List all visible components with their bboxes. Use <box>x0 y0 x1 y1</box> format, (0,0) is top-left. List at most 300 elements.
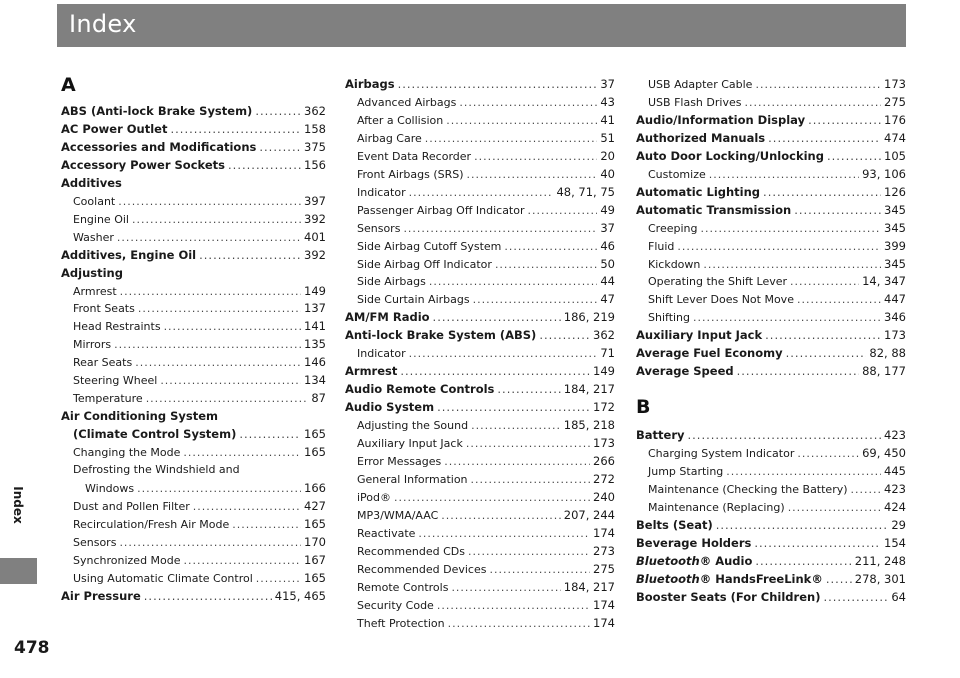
dot-leader <box>437 599 590 613</box>
index-subentry[interactable] <box>61 535 326 550</box>
index-entry <box>61 409 326 423</box>
entry-pages[interactable]: 69, 450 <box>862 446 906 461</box>
index-subentry[interactable] <box>345 562 615 577</box>
entry-pages[interactable]: 266 <box>593 453 615 468</box>
dot-leader <box>170 122 301 136</box>
entry-pages[interactable]: 146 <box>304 355 326 370</box>
index-subentry[interactable] <box>345 221 615 236</box>
index-subentry[interactable] <box>345 508 615 523</box>
index-subentry[interactable] <box>345 616 615 631</box>
index-subentry[interactable] <box>345 113 615 128</box>
index-entry[interactable] <box>61 122 326 136</box>
entry-pages[interactable]: 345 <box>884 256 906 271</box>
entry-pages[interactable]: 397 <box>304 193 326 208</box>
entry-label: AM/FM Radio <box>345 310 430 325</box>
entry-pages[interactable]: 48, 71, 75 <box>556 184 615 199</box>
entry-pages[interactable]: 165 <box>304 570 326 585</box>
entry-pages[interactable]: 275 <box>593 561 615 576</box>
entry-pages[interactable]: 105 <box>884 148 906 163</box>
dot-leader <box>788 501 881 515</box>
index-entry[interactable] <box>636 185 906 199</box>
entry-pages[interactable]: 154 <box>884 535 906 550</box>
entry-label: Booster Seats (For Children) <box>636 589 821 604</box>
index-subentry[interactable] <box>636 221 906 236</box>
index-entry <box>61 266 326 280</box>
index-subentry[interactable] <box>61 355 326 370</box>
dot-leader <box>425 132 598 146</box>
index-entry[interactable] <box>636 554 906 568</box>
entry-pages[interactable]: 88, 177 <box>862 364 906 379</box>
index-entry[interactable] <box>636 113 906 127</box>
dot-leader <box>137 482 301 496</box>
dot-leader <box>403 222 597 236</box>
dot-leader <box>429 275 598 289</box>
index-subentry[interactable] <box>61 230 326 245</box>
entry-label: Advanced Airbags <box>357 95 457 109</box>
entry-pages[interactable]: 345 <box>884 220 906 235</box>
entry-pages[interactable]: 126 <box>884 184 906 199</box>
dot-leader <box>827 149 881 163</box>
entry-pages[interactable]: 185, 218 <box>563 418 615 433</box>
entry-pages[interactable]: 165 <box>304 516 326 531</box>
entry-label: Using Automatic Climate Control <box>73 571 253 585</box>
entry-pages[interactable]: 135 <box>304 337 326 352</box>
entry-label: AC Power Outlet <box>61 121 168 136</box>
entry-label: Creeping <box>648 221 698 235</box>
index-entry[interactable] <box>61 427 326 441</box>
entry-pages[interactable]: 184, 217 <box>563 579 615 594</box>
entry-label: ABS (Anti-lock Brake System) <box>61 104 253 118</box>
entry-pages[interactable]: 141 <box>304 319 326 334</box>
entry-label: Front Airbags (SRS) <box>357 167 464 181</box>
dot-leader <box>138 302 301 316</box>
entry-label: Recommended Devices <box>357 562 487 576</box>
index-subentry[interactable] <box>636 464 906 479</box>
dot-leader <box>409 186 554 200</box>
index-entry[interactable] <box>636 149 906 163</box>
entry-pages[interactable]: 272 <box>593 471 615 486</box>
index-entry[interactable] <box>61 248 326 262</box>
entry-pages[interactable]: 173 <box>593 436 615 450</box>
entry-label: Armrest <box>345 364 398 379</box>
dot-leader <box>259 140 301 154</box>
dot-leader <box>797 293 881 307</box>
entry-pages[interactable]: 156 <box>304 157 326 172</box>
entry-pages[interactable]: 37 <box>600 220 615 235</box>
dot-leader <box>199 248 301 262</box>
dot-leader <box>239 427 301 441</box>
entry-label: Accessories and Modifications <box>61 139 257 154</box>
entry-pages[interactable]: 392 <box>304 247 326 262</box>
entry-label: Air Pressure <box>61 588 141 603</box>
index-entry[interactable] <box>345 310 615 324</box>
entry-label: Auxiliary Input Jack <box>357 437 463 450</box>
index-subentry[interactable] <box>636 310 906 325</box>
entry-label: USB Adapter Cable <box>648 78 753 91</box>
index-entry[interactable] <box>345 77 615 91</box>
entry-pages[interactable]: 137 <box>304 301 326 316</box>
index-entry[interactable] <box>345 328 615 342</box>
entry-pages[interactable]: 44 <box>600 274 615 289</box>
entry-label: Operating the Shift Lever <box>648 275 788 289</box>
index-subentry[interactable] <box>636 167 906 182</box>
side-section-label-text: Index <box>11 486 25 524</box>
dot-leader <box>701 222 882 236</box>
dot-leader <box>228 158 301 172</box>
index-subentry[interactable] <box>345 292 615 307</box>
entry-pages[interactable]: 427 <box>304 498 326 513</box>
entry-label: Anti-lock Brake System (ABS) <box>345 328 537 343</box>
index-subentry[interactable] <box>636 95 906 110</box>
dot-leader <box>471 419 561 433</box>
dot-leader <box>755 78 881 92</box>
entry-pages[interactable]: 445 <box>884 464 906 479</box>
entry-pages[interactable]: 41 <box>600 112 615 127</box>
page-header-bar <box>57 4 906 47</box>
index-subentry[interactable] <box>61 373 326 388</box>
index-subentry[interactable] <box>345 239 615 254</box>
index-subentry[interactable] <box>61 445 326 460</box>
entry-pages[interactable]: 362 <box>593 328 615 343</box>
entry-pages[interactable]: 158 <box>304 121 326 136</box>
entry-label: Washer <box>73 230 114 244</box>
index-entry[interactable] <box>345 364 615 378</box>
index-entry[interactable] <box>345 400 615 414</box>
index-subentry[interactable] <box>636 274 906 289</box>
entry-label: Steering Wheel <box>73 374 158 388</box>
entry-label: Automatic Transmission <box>636 202 792 217</box>
index-subentry[interactable] <box>61 517 326 532</box>
dot-leader <box>160 374 301 388</box>
page-number: 478 <box>14 638 50 658</box>
entry-label: Battery <box>636 428 685 443</box>
index-subentry[interactable] <box>61 337 326 352</box>
index-entry[interactable] <box>636 428 906 442</box>
index-subentry[interactable] <box>636 292 906 307</box>
dot-leader <box>193 500 301 514</box>
index-subentry[interactable] <box>345 490 615 505</box>
index-entry <box>61 176 326 190</box>
entry-pages[interactable]: 176 <box>884 112 906 127</box>
entry-label: Maintenance (Replacing) <box>648 500 785 514</box>
entry-label: Maintenance (Checking the Battery) <box>648 483 848 496</box>
entry-label: Rear Seats <box>73 356 133 370</box>
index-subentry[interactable] <box>345 95 615 110</box>
entry-label: MP3/WMA/AAC <box>357 508 439 522</box>
dot-leader <box>794 203 881 217</box>
entry-label: Coolant <box>73 194 116 208</box>
index-subentry[interactable] <box>345 346 615 361</box>
entry-pages[interactable]: 184, 217 <box>563 382 615 397</box>
index-subentry[interactable] <box>61 212 326 227</box>
entry-pages[interactable]: 37 <box>600 77 615 91</box>
entry-label: (Climate Control System) <box>73 427 237 442</box>
dot-leader <box>135 356 301 370</box>
entry-pages[interactable]: 447 <box>884 292 906 307</box>
dot-leader <box>489 563 590 577</box>
entry-pages[interactable]: 165 <box>304 445 326 460</box>
entry-label: Passenger Airbag Off Indicator <box>357 203 525 217</box>
index-subentry[interactable] <box>61 194 326 209</box>
dot-leader <box>183 446 301 460</box>
index-subentry[interactable] <box>636 239 906 254</box>
entry-pages[interactable]: 167 <box>304 552 326 567</box>
dot-leader <box>144 589 272 603</box>
entry-pages[interactable]: 149 <box>304 283 326 298</box>
index-subentry[interactable] <box>636 446 906 461</box>
entry-label: Error Messages <box>357 454 442 468</box>
entry-pages[interactable]: 173 <box>884 77 906 91</box>
dot-leader <box>823 590 888 604</box>
entry-pages[interactable]: 423 <box>884 428 906 443</box>
dot-leader <box>755 554 851 568</box>
entry-label: Adjusting the Sound <box>357 419 469 433</box>
entry-pages[interactable]: 392 <box>304 211 326 226</box>
index-subentry[interactable] <box>61 571 326 586</box>
dot-leader <box>398 77 598 91</box>
entry-pages[interactable]: 29 <box>891 517 906 532</box>
entry-pages[interactable]: 64 <box>891 589 906 604</box>
dot-leader <box>114 338 301 352</box>
dot-leader <box>132 213 301 227</box>
entry-pages[interactable]: 275 <box>884 94 906 109</box>
entry-pages[interactable]: 173 <box>884 328 906 343</box>
entry-label: Additives <box>61 175 122 190</box>
section-letter-b: B <box>636 396 651 419</box>
entry-label: Average Fuel Economy <box>636 346 783 361</box>
entry-label: Jump Starting <box>648 465 724 479</box>
dot-leader <box>693 311 881 325</box>
dot-leader <box>808 113 881 127</box>
dot-leader <box>117 231 301 245</box>
entry-pages[interactable]: 399 <box>884 238 906 253</box>
dot-leader <box>467 168 598 182</box>
entry-pages[interactable]: 87 <box>311 391 326 406</box>
index-entry[interactable] <box>61 589 326 603</box>
entry-pages[interactable]: 174 <box>593 615 615 630</box>
entry-label: Windows <box>85 481 135 495</box>
entry-pages[interactable]: 174 <box>593 525 615 540</box>
dot-leader <box>797 447 859 461</box>
entry-label: Average Speed <box>636 364 734 379</box>
entry-pages[interactable]: 170 <box>304 534 326 549</box>
index-subentry[interactable] <box>345 454 615 469</box>
index-subentry[interactable] <box>61 319 326 334</box>
entry-pages[interactable]: 14, 347 <box>862 274 906 289</box>
dot-leader <box>164 320 301 334</box>
entry-pages[interactable]: 401 <box>304 229 326 244</box>
dot-leader <box>409 347 598 361</box>
entry-pages[interactable]: 424 <box>884 499 906 514</box>
index-subentry[interactable] <box>345 580 615 595</box>
entry-label: Charging System Indicator <box>648 447 795 461</box>
index-subentry[interactable] <box>345 203 615 218</box>
dot-leader <box>528 204 598 218</box>
index-entry[interactable] <box>636 346 906 360</box>
dot-leader <box>446 114 597 128</box>
entry-pages[interactable]: 211, 248 <box>854 553 906 568</box>
entry-label: Dust and Pollen Filter <box>73 499 190 513</box>
index-subentry[interactable] <box>345 526 615 541</box>
entry-pages[interactable]: 51 <box>600 130 615 145</box>
entry-label: Head Restraints <box>73 320 161 334</box>
index-entry[interactable] <box>345 382 615 396</box>
entry-pages[interactable]: 362 <box>304 104 326 118</box>
index-subentry[interactable] <box>61 481 326 496</box>
index-entry[interactable] <box>636 328 906 342</box>
entry-pages[interactable]: 166 <box>304 480 326 495</box>
entry-pages[interactable]: 345 <box>884 202 906 217</box>
dot-leader <box>726 465 881 479</box>
dot-leader <box>119 536 301 550</box>
entry-label: Accessory Power Sockets <box>61 157 226 172</box>
index-entry[interactable] <box>636 518 906 532</box>
dot-leader <box>763 185 881 199</box>
index-entry[interactable] <box>636 203 906 217</box>
entry-pages[interactable]: 240 <box>593 489 615 504</box>
index-subentry[interactable] <box>345 167 615 182</box>
index-entry[interactable] <box>636 364 906 378</box>
side-section-label <box>1 460 35 550</box>
entry-label: Beverage Holders <box>636 535 752 550</box>
entry-pages[interactable]: 278, 301 <box>854 571 906 586</box>
index-subentry[interactable] <box>345 274 615 289</box>
entry-pages[interactable]: 346 <box>884 310 906 325</box>
dot-leader <box>418 527 590 541</box>
entry-pages[interactable]: 47 <box>600 292 615 307</box>
entry-label: Belts (Seat) <box>636 517 713 532</box>
entry-pages[interactable]: 49 <box>600 202 615 217</box>
dot-leader <box>473 293 598 307</box>
dot-leader <box>495 258 597 272</box>
entry-label: Shift Lever Does Not Move <box>648 293 794 307</box>
entry-label: Engine Oil <box>73 212 129 226</box>
entry-pages[interactable]: 375 <box>304 139 326 154</box>
entry-pages[interactable]: 20 <box>600 148 615 163</box>
dot-leader <box>709 168 859 182</box>
dot-leader <box>400 364 590 378</box>
index-subentry[interactable] <box>345 436 615 451</box>
entry-pages[interactable]: 423 <box>884 482 906 496</box>
index-entry[interactable] <box>61 104 326 118</box>
dot-leader <box>120 285 301 299</box>
entry-label: Customize <box>648 167 706 181</box>
index-entry[interactable] <box>636 131 906 145</box>
index-entry[interactable] <box>636 572 906 586</box>
dot-leader <box>146 392 309 406</box>
entry-pages[interactable]: 174 <box>593 597 615 612</box>
index-subentry[interactable] <box>345 131 615 146</box>
entry-pages[interactable]: 43 <box>600 94 615 109</box>
entry-pages[interactable]: 40 <box>600 166 615 181</box>
index-entry[interactable] <box>636 536 906 550</box>
entry-label: Side Airbags <box>357 275 426 289</box>
entry-label: Temperature <box>73 392 143 406</box>
index-subentry[interactable] <box>345 149 615 164</box>
entry-label: Bluetooth® Audio <box>636 553 753 568</box>
index-subentry[interactable] <box>636 257 906 272</box>
index-subentry[interactable] <box>61 391 326 406</box>
entry-label: Authorized Manuals <box>636 130 766 145</box>
index-subentry[interactable] <box>345 598 615 613</box>
index-subentry[interactable] <box>61 553 326 568</box>
index-subentry[interactable] <box>61 499 326 514</box>
entry-label: Front Seats <box>73 302 135 316</box>
entry-label: After a Collision <box>357 113 444 127</box>
dot-leader <box>716 518 889 532</box>
index-entry[interactable] <box>636 590 906 604</box>
index-subentry[interactable] <box>636 500 906 515</box>
entry-label: Recommended CDs <box>357 544 465 558</box>
dot-leader <box>474 150 597 164</box>
dot-leader <box>471 473 591 487</box>
entry-label: Sensors <box>73 535 117 549</box>
index-subentry[interactable] <box>345 185 615 200</box>
index-subentry[interactable] <box>61 301 326 316</box>
dot-leader <box>255 104 301 118</box>
entry-pages[interactable]: 273 <box>593 543 615 558</box>
dot-leader <box>441 509 561 523</box>
entry-pages[interactable]: 134 <box>304 373 326 388</box>
entry-pages[interactable]: 50 <box>600 256 615 271</box>
index-entry[interactable] <box>61 140 326 154</box>
dot-leader <box>459 96 597 110</box>
index-subentry[interactable] <box>345 544 615 559</box>
index-subentry[interactable] <box>636 482 906 497</box>
entry-pages[interactable]: 46 <box>600 238 615 253</box>
index-entry[interactable] <box>61 158 326 172</box>
entry-pages[interactable]: 474 <box>884 130 906 145</box>
index-subentry[interactable] <box>61 284 326 299</box>
page-title: Index <box>69 10 137 38</box>
entry-pages[interactable]: 186, 219 <box>563 310 615 325</box>
entry-label: Indicator <box>357 347 406 361</box>
entry-pages[interactable]: 71 <box>600 346 615 361</box>
dot-leader <box>768 131 881 145</box>
entry-pages[interactable]: 93, 106 <box>862 166 906 181</box>
entry-pages[interactable]: 415, 465 <box>274 588 326 603</box>
dot-leader <box>790 275 859 289</box>
entry-pages[interactable]: 172 <box>593 400 615 415</box>
entry-label: Adjusting <box>61 265 123 280</box>
entry-label: Auxiliary Input Jack <box>636 328 763 343</box>
entry-label: USB Flash Drives <box>648 95 742 109</box>
entry-label: Audio System <box>345 400 435 415</box>
entry-pages[interactable]: 165 <box>304 427 326 442</box>
dot-leader <box>497 382 560 396</box>
entry-label: Synchronized Mode <box>73 553 181 567</box>
entry-label: Security Code <box>357 598 434 612</box>
entry-label: Fluid <box>648 239 675 253</box>
index-subentry[interactable] <box>345 472 615 487</box>
entry-pages[interactable]: 149 <box>593 364 615 379</box>
entry-label: Side Curtain Airbags <box>357 293 470 307</box>
entry-label: Shifting <box>648 311 691 325</box>
entry-label: General Information <box>357 472 468 486</box>
dot-leader <box>703 258 881 272</box>
entry-pages[interactable]: 207, 244 <box>563 507 615 522</box>
index-subentry[interactable] <box>345 418 615 433</box>
index-subentry[interactable] <box>345 257 615 272</box>
entry-pages[interactable]: 82, 88 <box>869 346 906 361</box>
entry-label: iPod® <box>357 490 392 504</box>
entry-label: Reactivate <box>357 526 416 540</box>
dot-leader <box>256 572 301 586</box>
entry-label: Mirrors <box>73 338 112 352</box>
dot-leader <box>765 328 881 342</box>
dot-leader <box>466 437 590 451</box>
index-subentry[interactable] <box>636 77 906 92</box>
